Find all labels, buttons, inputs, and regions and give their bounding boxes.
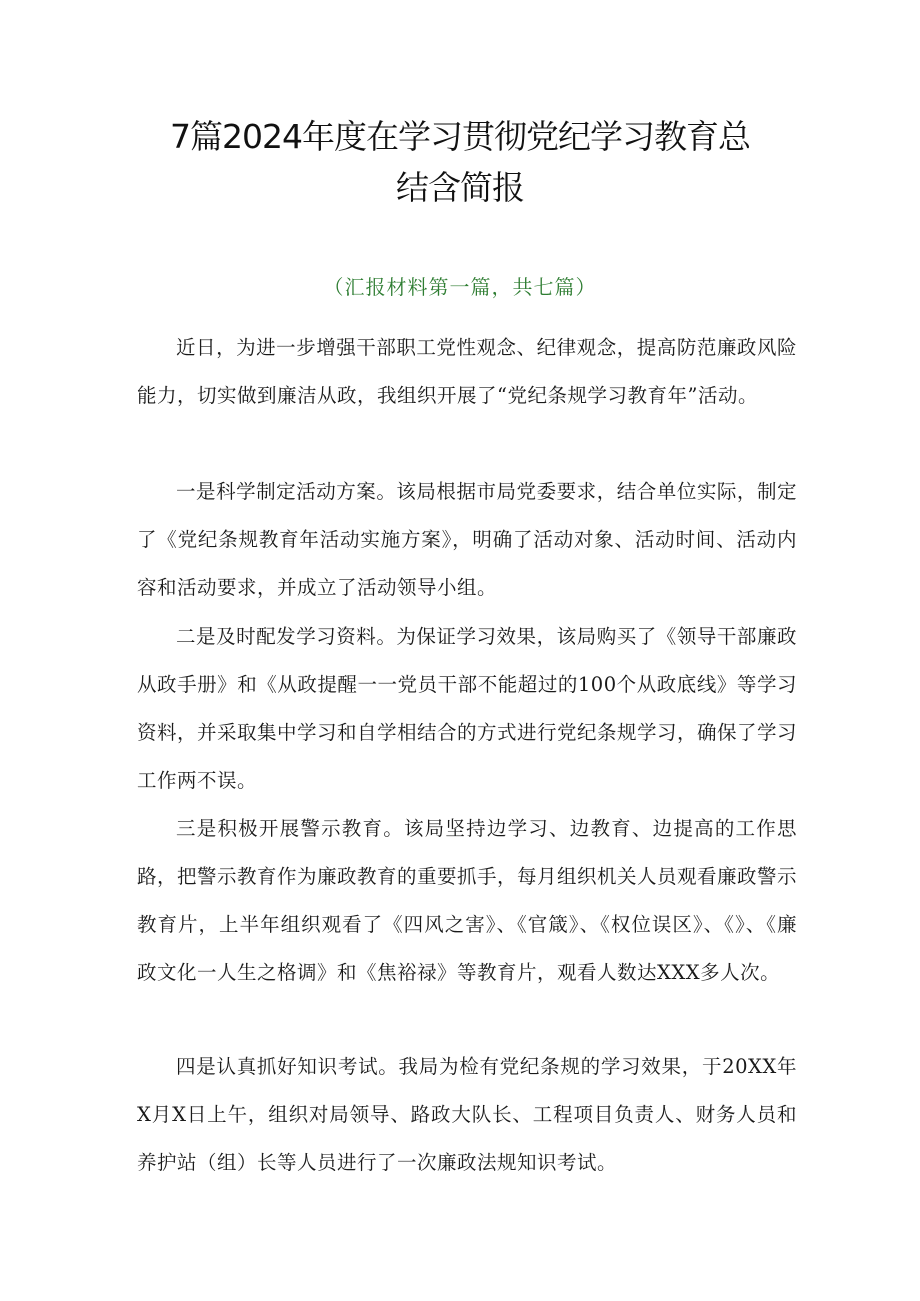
document-title-line-1: 7篇2024年度在学习贯彻党纪学习教育总	[170, 117, 750, 156]
paragraph-materials: 二是及时配发学习资料。为保证学习效果，该局购买了《领导干部廉政从政手册》和《从政提醒一一党员干部不能超过的100个从政底线》等学习资料，并采取集中学习和自学相结合的方式进行党纪条规学习，确保了学习工作两不误。	[137, 625, 798, 792]
paragraph-intro: 近日，为进一步增强干部职工党性观念、纪律观念，提高防范廉政风险能力，切实做到廉洁从政，我组织开展了“党纪条规学习教育年”活动。	[137, 336, 797, 407]
document-subtitle: （汇报材料第一篇，共七篇）	[323, 275, 597, 299]
paragraph-exam: 四是认真抓好知识考试。我局为检有党纪条规的学习效果，于20XX年X月X日上午，组织对局领导、路政大队长、工程项目负责人、财务人员和养护站（组）长等人员进行了一次廉政法规知识考试。	[137, 1055, 797, 1174]
paragraph-warning-education: 三是积极开展警示教育。该局坚持边学习、边教育、边提高的工作思路，把警示教育作为廉政教育的重要抓手，每月组织机关人员观看廉政警示教育片，上半年组织观看了《四风之害》、《官箴》、《权位误区》、《》、《廉政文化一人生之格调》和《焦裕禄》等教育片，观看人数达XXX多人次。	[137, 817, 798, 984]
paragraph-plan: 一是科学制定活动方案。该局根据市局党委要求，结合单位实际，制定了《党纪条规教育年活动实施方案》，明确了活动对象、活动时间、活动内容和活动要求，并成立了活动领导小组。	[137, 480, 797, 599]
document-title-line-2: 结含简报	[396, 168, 524, 207]
